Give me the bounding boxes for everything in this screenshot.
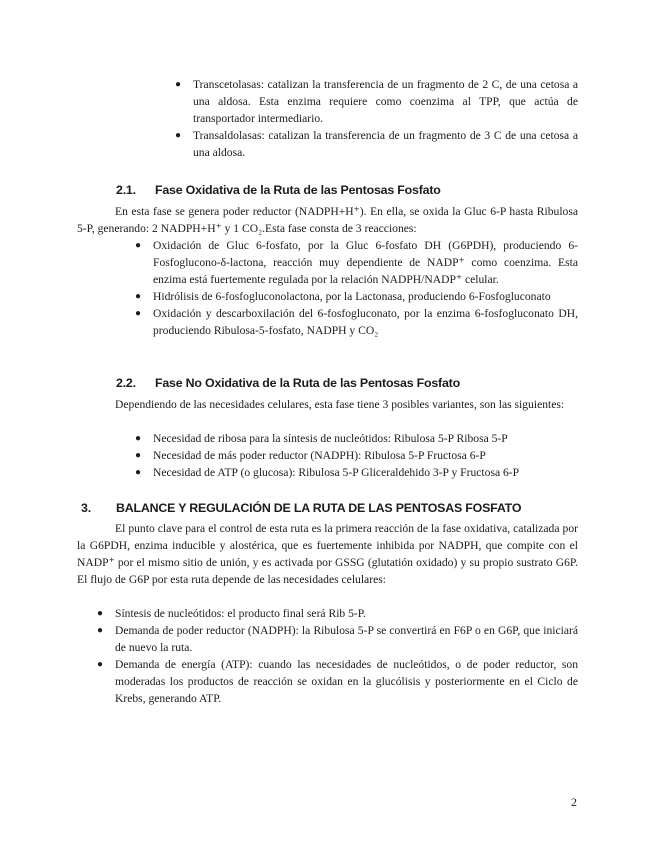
section-heading-2-1: 2.1. Fase Oxidativa de la Ruta de las Pentosas Fosfato	[116, 183, 441, 197]
section-2-2-list	[135, 430, 578, 481]
list-item: ● Síntesis de nucleótidos: el producto final será Rib 5-P.	[97, 607, 366, 620]
bullet-icon: ●	[97, 625, 104, 636]
bullet-icon: ●	[175, 130, 182, 141]
bullet-icon: ●	[175, 79, 182, 90]
list-item: ● Necesidad de ATP (o glucosa): Ribulosa 5-P Gliceraldehido 3-P y Fructosa 6-P	[135, 466, 520, 479]
list-item: ● Oxidación de Gluc 6-fosfato, por la Gluc 6-fosfato DH (G6PDH), produciendo 6-Fosfoglucono-δ-lactona, reacción muy dependiente de NADP⁺ como coenzima. Esta enzima está fuertemente regulada por la relación NADPH/NADP⁺ celular.	[135, 239, 578, 286]
list-item: ● Hidrólisis de 6-fosfogluconolactona, por la Lactonasa, produciendo 6-Fosfogluconato	[135, 290, 551, 303]
bullet-icon: ●	[135, 240, 142, 251]
section-2-1-list	[135, 237, 578, 339]
bullet-icon: ●	[135, 467, 142, 478]
section-heading-3: 3. BALANCE Y REGULACIÓN DE LA RUTA DE LAS PENTOSAS FOSFATO	[81, 501, 522, 515]
bullet-icon: ●	[135, 291, 142, 302]
bullet-icon: ●	[135, 450, 142, 461]
list-item: ● Transaldolasas: catalizan la transferencia de un fragmento de 3 C de una cetosa a una aldosa.	[175, 129, 578, 159]
section-heading-2-2: 2.2. Fase No Oxidativa de la Ruta de las Pentosas Fosfato	[116, 376, 460, 390]
list-item: ● Oxidación y descarboxilación del 6-fosfogluconato, por la enzima 6-fosfogluconato DH, produciendo Ribulosa-5-fosfato, NADPH y CO₂	[135, 307, 578, 337]
bullet-icon: ●	[97, 608, 104, 619]
section-2-2-intro: Dependiendo de las necesidades celulares, esta fase tiene 3 posibles variantes, son las siguientes:	[115, 398, 565, 411]
section-2-1-intro: En esta fase se genera poder reductor (NADPH+H⁺). En ella, se oxida la Gluc 6-P hasta Ribulosa 5-P, generando: 2 NADPH+H⁺ y 1 CO₂.Esta fase consta de 3 reacciones:	[77, 205, 578, 235]
list-item: ● Transcetolasas: catalizan la transferencia de un fragmento de 2 C, de una cetosa a una aldosa. Esta enzima requiere como coenzima al TPP, que actúa de transportador intermediario.	[175, 78, 578, 125]
list-item: ● Necesidad de más poder reductor (NADPH): Ribulosa 5-P Fructosa 6-P	[135, 449, 486, 462]
section-3-list	[97, 605, 578, 707]
bullet-icon: ●	[135, 433, 142, 444]
section-3-intro: El punto clave para el control de esta ruta es la primera reacción de la fase oxidativa, catalizada por la G6PDH, enzima inducible y alostérica, que es fuertemente inhibida por NADPH, que compite con el NADP⁺ por el mismo sitio de unión, y es activada por GSSG (glutatión oxidado) y su propio sustrato G6P. El flujo de G6P por esta ruta depende de las necesidades celulares:	[77, 522, 578, 586]
list-item: ● Necesidad de ribosa para la síntesis de nucleótidos: Ribulosa 5-P Ribosa 5-P	[135, 432, 508, 445]
bullet-icon: ●	[135, 308, 142, 319]
page-number: 2	[571, 795, 577, 809]
list-item: ● Demanda de energía (ATP): cuando las necesidades de nucleótidos, o de poder reductor, son moderadas los productos de reacción se oxidan en la glucólisis y posteriormente en el Ciclo de Krebs, generando ATP.	[97, 658, 578, 705]
list-item: ● Demanda de poder reductor (NADPH): la Ribulosa 5-P se convertirá en F6P o en G6P, que iniciará de nuevo la ruta.	[97, 624, 578, 654]
top-bullet-list	[175, 76, 578, 161]
bullet-icon: ●	[97, 659, 104, 670]
